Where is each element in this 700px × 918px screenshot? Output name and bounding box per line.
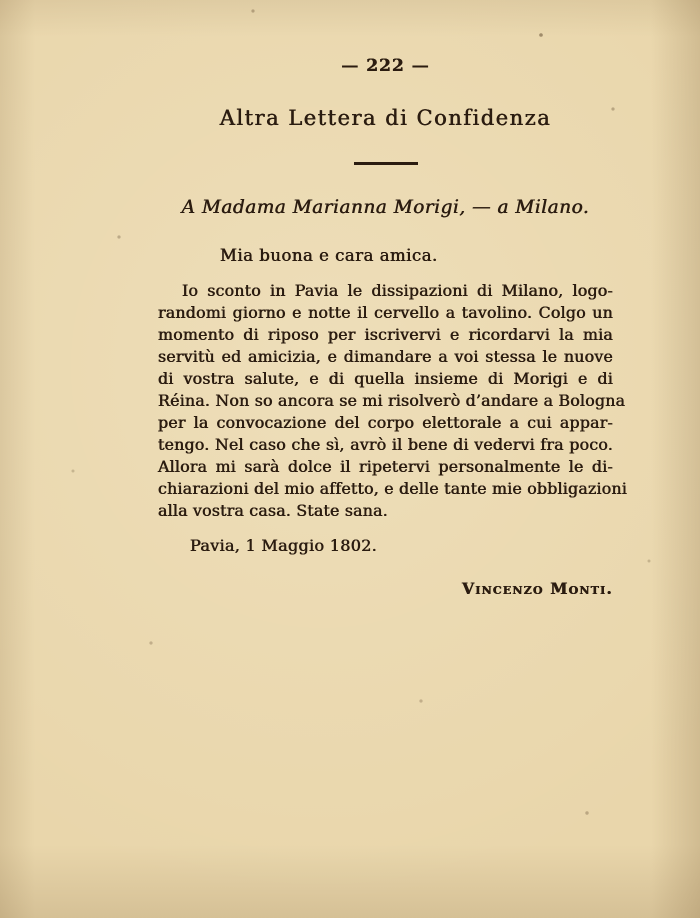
body-line: Allora mi sarà dolce il ripetervi personalmente le di-: [158, 457, 613, 476]
letter-body: [158, 280, 628, 522]
letter-signature: Vincenzo Monti.: [462, 579, 613, 598]
body-line: di vostra salute, e di quella insieme di Morigi e di: [158, 369, 613, 388]
chapter-title: Altra Lettera di Confidenza: [219, 106, 552, 130]
scan-speck-overlay: [0, 0, 2, 2]
body-line: alla vostra casa. State sana.: [158, 501, 388, 520]
body-line: per la convocazione del corpo elettorale a cui appar-: [158, 413, 613, 432]
body-line: servitù ed amicizia, e dimandare a voi stessa le nuove: [158, 347, 613, 366]
body-line: tengo. Nel caso che sì, avrò il bene di vedervi fra poco.: [158, 435, 613, 454]
title-divider-rule: [354, 162, 418, 165]
body-line: randomi giorno e notte il cervello a tavolino. Colgo un: [158, 303, 613, 322]
page-content: [158, 56, 628, 598]
letter-salutation: Mia buona e cara amica.: [220, 246, 438, 265]
body-line: Réina. Non so ancora se mi risolverò d’andare a Bologna: [158, 391, 626, 410]
body-line: momento di riposo per iscrivervi e ricordarvi la mia: [158, 325, 613, 344]
letter-dateline: Pavia, 1 Maggio 1802.: [190, 536, 378, 555]
body-line: Io sconto in Pavia le dissipazioni di Milano, logo-: [182, 281, 613, 300]
body-line: chiarazioni del mio affetto, e delle tante mie obbligazioni: [158, 479, 628, 498]
letter-address-line: A Madama Marianna Morigi, — a Milano.: [181, 197, 590, 218]
page-number: — 222 —: [341, 56, 430, 76]
